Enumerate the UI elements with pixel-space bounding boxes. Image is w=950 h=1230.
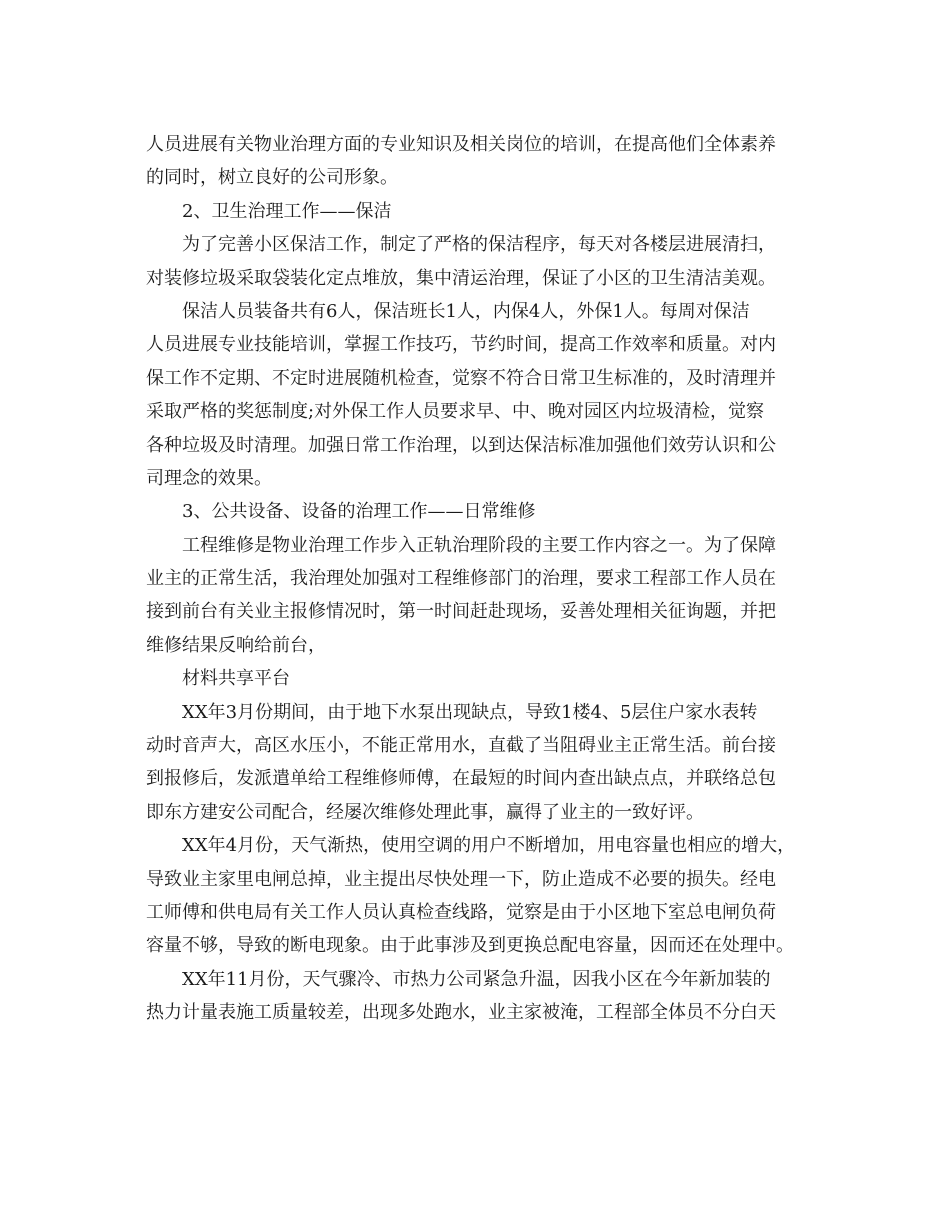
text-line: 采取严格的奖惩制度;对外保工作人员要求早、中、晚对园区内垃圾清检，觉察 [146,401,765,423]
text-line: 的同时，树立良好的公司形象。 [146,167,398,189]
text-line: XX年3月份期间，由于地下水泵出现缺点，导致1楼4、5层住户家水表转 [182,701,758,723]
text-line: 热力计量表施工质量较差，出现多处跑水，业主家被淹，工程部全体员不分白天 [146,1002,776,1024]
text-line: 即东方建安公司配合，经屡次维修处理此事，赢得了业主的一致好评。 [146,801,704,823]
text-line: 导致业主家里电闸总掉，业主提出尽快处理一下，防止造成不必要的损失。经电 [146,868,776,890]
text-line: 各种垃圾及时清理。加强日常工作治理，以到达保洁标准加强他们效劳认识和公 [146,434,776,456]
text-line: 对装修垃圾采取袋装化定点堆放，集中清运治理，保证了小区的卫生清洁美观。 [146,267,776,289]
text-line: XX年4月份，天气渐热，使用空调的用户不断增加，用电容量也相应的增大， [182,835,796,857]
text-line: 3、公共设备、设备的治理工作——日常维修 [182,501,536,523]
text-line: 工师傅和供电局有关工作人员认真检查线路，觉察是由于小区地下室总电闸负荷 [146,901,776,923]
text-line: 2、卫生治理工作——保洁 [182,200,392,222]
text-line: 业主的正常生活，我治理处加强对工程维修部门的治理，要求工程部工作人员在 [146,568,776,590]
text-line: 容量不够，导致的断电现象。由于此事涉及到更换总配电容量，因而还在处理中。 [146,935,794,957]
text-line: 人员进展有关物业治理方面的专业知识及相关岗位的培训，在提高他们全体素养 [146,134,776,155]
text-line: 为了完善小区保洁工作，制定了严格的保洁程序，每天对各楼层进展清扫， [182,234,776,256]
text-line: 动时音声大，高区水压小，不能正常用水，直截了当阻碍业主正常生活。前台接 [146,735,776,757]
body-text [146,128,816,1030]
text-line: 接到前台有关业主报修情况时，第一时间赶赴现场，妥善处理相关征询题，并把 [146,601,776,623]
text-line: 保洁人员装备共有6人，保洁班长1人，内保4人，外保1人。每周对保洁 [182,300,750,322]
text-line: 人员进展专业技能培训，掌握工作技巧，节约时间，提高工作效率和质量。对内 [146,334,776,356]
text-line: 到报修后，发派遣单给工程维修师傅，在最短的时间内查出缺点点，并联络总包 [146,768,776,790]
text-line: XX年11月份，天气骤冷、市热力公司紧急升温，因我小区在今年新加装的 [182,968,771,990]
text-line: 材料共享平台 [182,668,290,690]
text-line: 司理念的效果。 [146,467,272,489]
text-line: 工程维修是物业治理工作步入正轨治理阶段的主要工作内容之一。为了保障 [182,534,776,556]
text-line: 维修结果反响给前台， [146,634,326,656]
text-line: 保工作不定期、不定时进展随机检查，觉察不符合日常卫生标准的，及时清理并 [146,367,776,389]
